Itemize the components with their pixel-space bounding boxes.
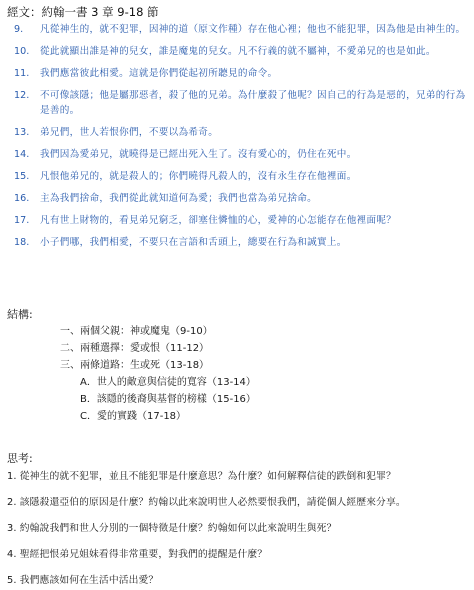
verse-text: 凡有世上財物的，看見弟兄窮乏，卻塞住憐恤的心，愛神的心怎能存在他裡面呢？ (40, 215, 397, 226)
page-title: 經文：約翰一書 3 章 9-18 節 (7, 5, 159, 19)
verse-16 (14, 191, 466, 206)
verse-number: 14. (14, 149, 30, 160)
question-item: 4. 聖經把恨弟兄姐妹看得非常重要，對我們的提醒是什麼？ (7, 549, 268, 560)
outline-item: 一、兩個父親：神或魔鬼（9-10） (60, 326, 213, 337)
structure-heading: 結構: (7, 308, 33, 321)
verse-10 (14, 44, 466, 59)
question-item: 5. 我們應該如何在生活中活出愛？ (7, 575, 159, 586)
outline-item: 二、兩種選擇：愛或恨（11-12） (60, 343, 210, 354)
verse-text: 我們因為愛弟兄，就曉得是已經出死入生了。沒有愛心的，仍住在死中。 (40, 149, 357, 160)
verse-list (14, 22, 466, 257)
verse-text: 弟兄們，世人若恨你們，不要以為希奇。 (40, 127, 219, 138)
verse-number: 11. (14, 68, 30, 79)
verse-17 (14, 213, 466, 228)
verse-18 (14, 235, 466, 250)
verse-text: 不可像該隱；他是屬那惡者，殺了他的兄弟。為什麼殺了他呢？因自己的行為是惡的，兄弟的行為是善的。 (40, 90, 466, 116)
verse-text: 凡恨他弟兄的，就是殺人的；你們曉得凡殺人的，沒有永生存在他裡面。 (40, 171, 357, 182)
verse-text: 小子們哪，我們相愛，不要只在言語和舌頭上，總要在行為和誠實上。 (40, 237, 347, 248)
verse-number: 15. (14, 171, 30, 182)
verse-number: 17. (14, 215, 30, 226)
verse-number: 10. (14, 46, 30, 57)
outline-subitem: A．世人的敵意與信徒的寬容（13-14） (80, 377, 256, 388)
outline-item: 三、兩條道路：生或死（13-18） (60, 360, 210, 371)
verse-text: 我們應當彼此相愛。這就是你們從起初所聽見的命令。 (40, 68, 278, 79)
verse-number: 9. (14, 24, 24, 35)
verse-text: 從此就顯出誰是神的兒女，誰是魔鬼的兒女。凡不行義的就不屬神，不愛弟兄的也是如此。 (40, 46, 436, 57)
verse-text: 凡從神生的，就不犯罪，因神的道（原文作種）存在他心裡；他也不能犯罪，因為他是由神生的。 (40, 24, 466, 35)
question-item: 1. 從神生的就不犯罪，並且不能犯罪是什麼意思？為什麼？如何解釋信徒的跌倒和犯罪？ (7, 471, 396, 482)
reflection-heading: 思考: (7, 452, 33, 465)
verse-number: 18. (14, 237, 30, 248)
verse-number: 16. (14, 193, 30, 204)
question-item: 2. 該隱殺還亞伯的原因是什麼？約翰以此來說明世人必然要恨我們，請從個人經歷來分享。 (7, 497, 406, 508)
verse-13 (14, 125, 466, 140)
outline-subitem: B．該隱的後裔與基督的榜樣（15-16） (80, 394, 256, 405)
verse-11 (14, 66, 466, 81)
structure-outline (60, 323, 256, 425)
verse-9 (14, 22, 466, 37)
verse-14 (14, 147, 466, 162)
verse-15 (14, 169, 466, 184)
question-item: 3. 約翰說我們和世人分別的一個特徵是什麼？約翰如何以此來說明生與死？ (7, 523, 337, 534)
verse-text: 主為我們捨命，我們從此就知道何為愛；我們也當為弟兄捨命。 (40, 193, 318, 204)
outline-subitem: C．愛的實踐（17-18） (80, 411, 187, 422)
verse-number: 13. (14, 127, 30, 138)
question-list (7, 470, 469, 590)
verse-12 (14, 88, 466, 118)
verse-number: 12. (14, 90, 30, 101)
